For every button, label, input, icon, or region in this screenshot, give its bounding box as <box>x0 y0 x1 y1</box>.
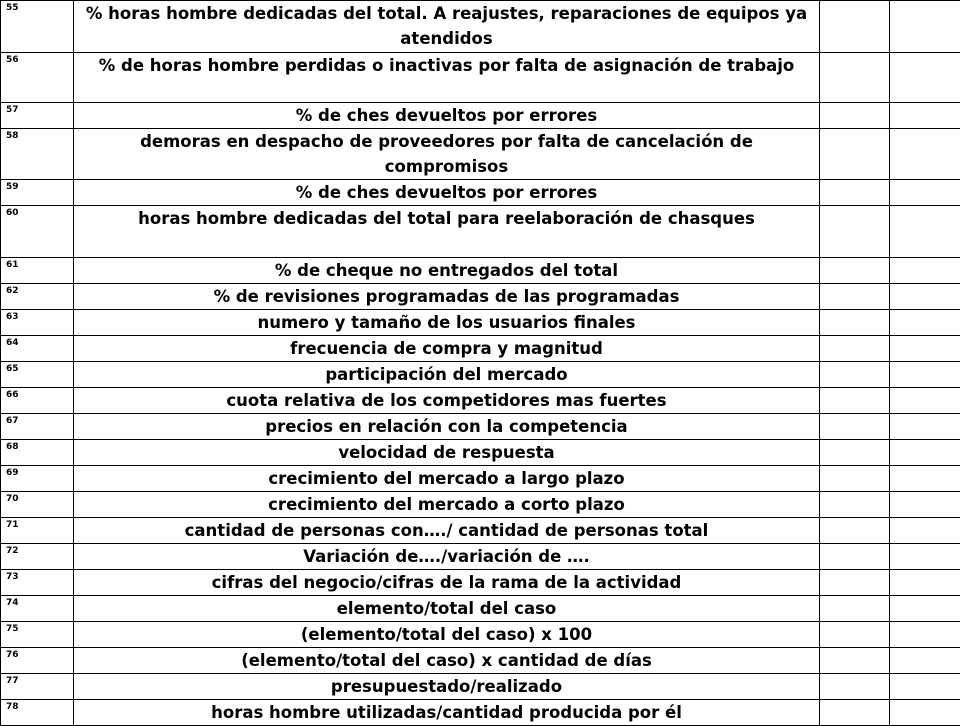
empty-cell <box>890 129 960 180</box>
empty-cell <box>890 700 960 726</box>
table-row <box>1 414 960 440</box>
row-number: 73 <box>1 570 74 596</box>
indicator-description: % de ches devueltos por errores <box>74 180 820 206</box>
row-number: 68 <box>1 440 74 466</box>
empty-cell <box>890 596 960 622</box>
indicator-description: crecimiento del mercado a corto plazo <box>74 492 820 518</box>
indicator-description: elemento/total del caso <box>74 596 820 622</box>
indicator-description: demoras en despacho de proveedores por falta de cancelación de compromisos <box>74 129 820 180</box>
table-row <box>1 648 960 674</box>
empty-cell <box>820 388 890 414</box>
row-number: 64 <box>1 336 74 362</box>
row-number: 58 <box>1 129 74 180</box>
row-number: 55 <box>1 1 74 53</box>
row-number: 72 <box>1 544 74 570</box>
indicator-description: % de ches devueltos por errores <box>74 103 820 129</box>
table-row <box>1 336 960 362</box>
empty-cell <box>820 674 890 700</box>
empty-cell <box>820 648 890 674</box>
table-row <box>1 570 960 596</box>
empty-cell <box>820 544 890 570</box>
table-row <box>1 53 960 103</box>
row-number: 56 <box>1 53 74 103</box>
table-row <box>1 622 960 648</box>
row-number: 57 <box>1 103 74 129</box>
empty-cell <box>820 258 890 284</box>
empty-cell <box>820 414 890 440</box>
row-number: 70 <box>1 492 74 518</box>
table-row <box>1 129 960 180</box>
table-row <box>1 440 960 466</box>
empty-cell <box>890 53 960 103</box>
empty-cell <box>820 700 890 726</box>
table-row <box>1 1 960 53</box>
empty-cell <box>890 258 960 284</box>
empty-cell <box>890 674 960 700</box>
row-number: 60 <box>1 206 74 258</box>
table-row <box>1 674 960 700</box>
indicator-description: precios en relación con la competencia <box>74 414 820 440</box>
empty-cell <box>820 103 890 129</box>
row-number: 78 <box>1 700 74 726</box>
table-row <box>1 362 960 388</box>
indicator-description: % de revisiones programadas de las programadas <box>74 284 820 310</box>
indicator-description: velocidad de respuesta <box>74 440 820 466</box>
row-number: 67 <box>1 414 74 440</box>
empty-cell <box>820 310 890 336</box>
row-number: 69 <box>1 466 74 492</box>
empty-cell <box>890 310 960 336</box>
empty-cell <box>820 284 890 310</box>
empty-cell <box>890 336 960 362</box>
indicator-description: horas hombre utilizadas/cantidad producida por él <box>74 700 820 726</box>
indicator-description: numero y tamaño de los usuarios finales <box>74 310 820 336</box>
empty-cell <box>820 1 890 53</box>
indicator-description: cifras del negocio/cifras de la rama de la actividad <box>74 570 820 596</box>
empty-cell <box>820 518 890 544</box>
indicator-description: cuota relativa de los competidores mas fuertes <box>74 388 820 414</box>
empty-cell <box>820 570 890 596</box>
empty-cell <box>890 440 960 466</box>
empty-cell <box>820 440 890 466</box>
indicator-description: (elemento/total del caso) x 100 <box>74 622 820 648</box>
empty-cell <box>890 622 960 648</box>
table-row <box>1 103 960 129</box>
empty-cell <box>890 362 960 388</box>
row-number: 76 <box>1 648 74 674</box>
table-row <box>1 180 960 206</box>
row-number: 66 <box>1 388 74 414</box>
empty-cell <box>890 206 960 258</box>
indicator-description: % de horas hombre perdidas o inactivas por falta de asignación de trabajo <box>74 53 820 103</box>
table-row <box>1 700 960 726</box>
table-row <box>1 596 960 622</box>
empty-cell <box>890 103 960 129</box>
table-row <box>1 466 960 492</box>
empty-cell <box>820 180 890 206</box>
row-number: 71 <box>1 518 74 544</box>
table-row <box>1 284 960 310</box>
indicator-description: crecimiento del mercado a largo plazo <box>74 466 820 492</box>
row-number: 62 <box>1 284 74 310</box>
table-row <box>1 310 960 336</box>
empty-cell <box>890 544 960 570</box>
empty-cell <box>890 492 960 518</box>
empty-cell <box>820 206 890 258</box>
row-number: 65 <box>1 362 74 388</box>
row-number: 63 <box>1 310 74 336</box>
indicators-table-body <box>1 1 960 726</box>
empty-cell <box>820 129 890 180</box>
table-row <box>1 258 960 284</box>
indicator-description: participación del mercado <box>74 362 820 388</box>
indicator-description: cantidad de personas con…./ cantidad de personas total <box>74 518 820 544</box>
empty-cell <box>890 388 960 414</box>
indicator-description: horas hombre dedicadas del total para reelaboración de chasques <box>74 206 820 258</box>
table-row <box>1 492 960 518</box>
empty-cell <box>890 466 960 492</box>
indicator-description: frecuencia de compra y magnitud <box>74 336 820 362</box>
empty-cell <box>820 596 890 622</box>
empty-cell <box>890 1 960 53</box>
empty-cell <box>890 180 960 206</box>
empty-cell <box>820 336 890 362</box>
row-number: 77 <box>1 674 74 700</box>
empty-cell <box>890 570 960 596</box>
table-row <box>1 206 960 258</box>
row-number: 59 <box>1 180 74 206</box>
indicator-description: presupuestado/realizado <box>74 674 820 700</box>
row-number: 74 <box>1 596 74 622</box>
empty-cell <box>890 648 960 674</box>
empty-cell <box>890 284 960 310</box>
table-row <box>1 544 960 570</box>
empty-cell <box>820 492 890 518</box>
empty-cell <box>890 518 960 544</box>
empty-cell <box>820 466 890 492</box>
empty-cell <box>820 362 890 388</box>
table-row <box>1 388 960 414</box>
table-row <box>1 518 960 544</box>
indicator-description: (elemento/total del caso) x cantidad de días <box>74 648 820 674</box>
indicator-description: Variación de…./variación de …. <box>74 544 820 570</box>
row-number: 75 <box>1 622 74 648</box>
empty-cell <box>890 414 960 440</box>
empty-cell <box>820 53 890 103</box>
row-number: 61 <box>1 258 74 284</box>
empty-cell <box>820 622 890 648</box>
indicator-description: % horas hombre dedicadas del total. A reajustes, reparaciones de equipos ya atendidos <box>74 1 820 53</box>
indicator-description: % de cheque no entregados del total <box>74 258 820 284</box>
